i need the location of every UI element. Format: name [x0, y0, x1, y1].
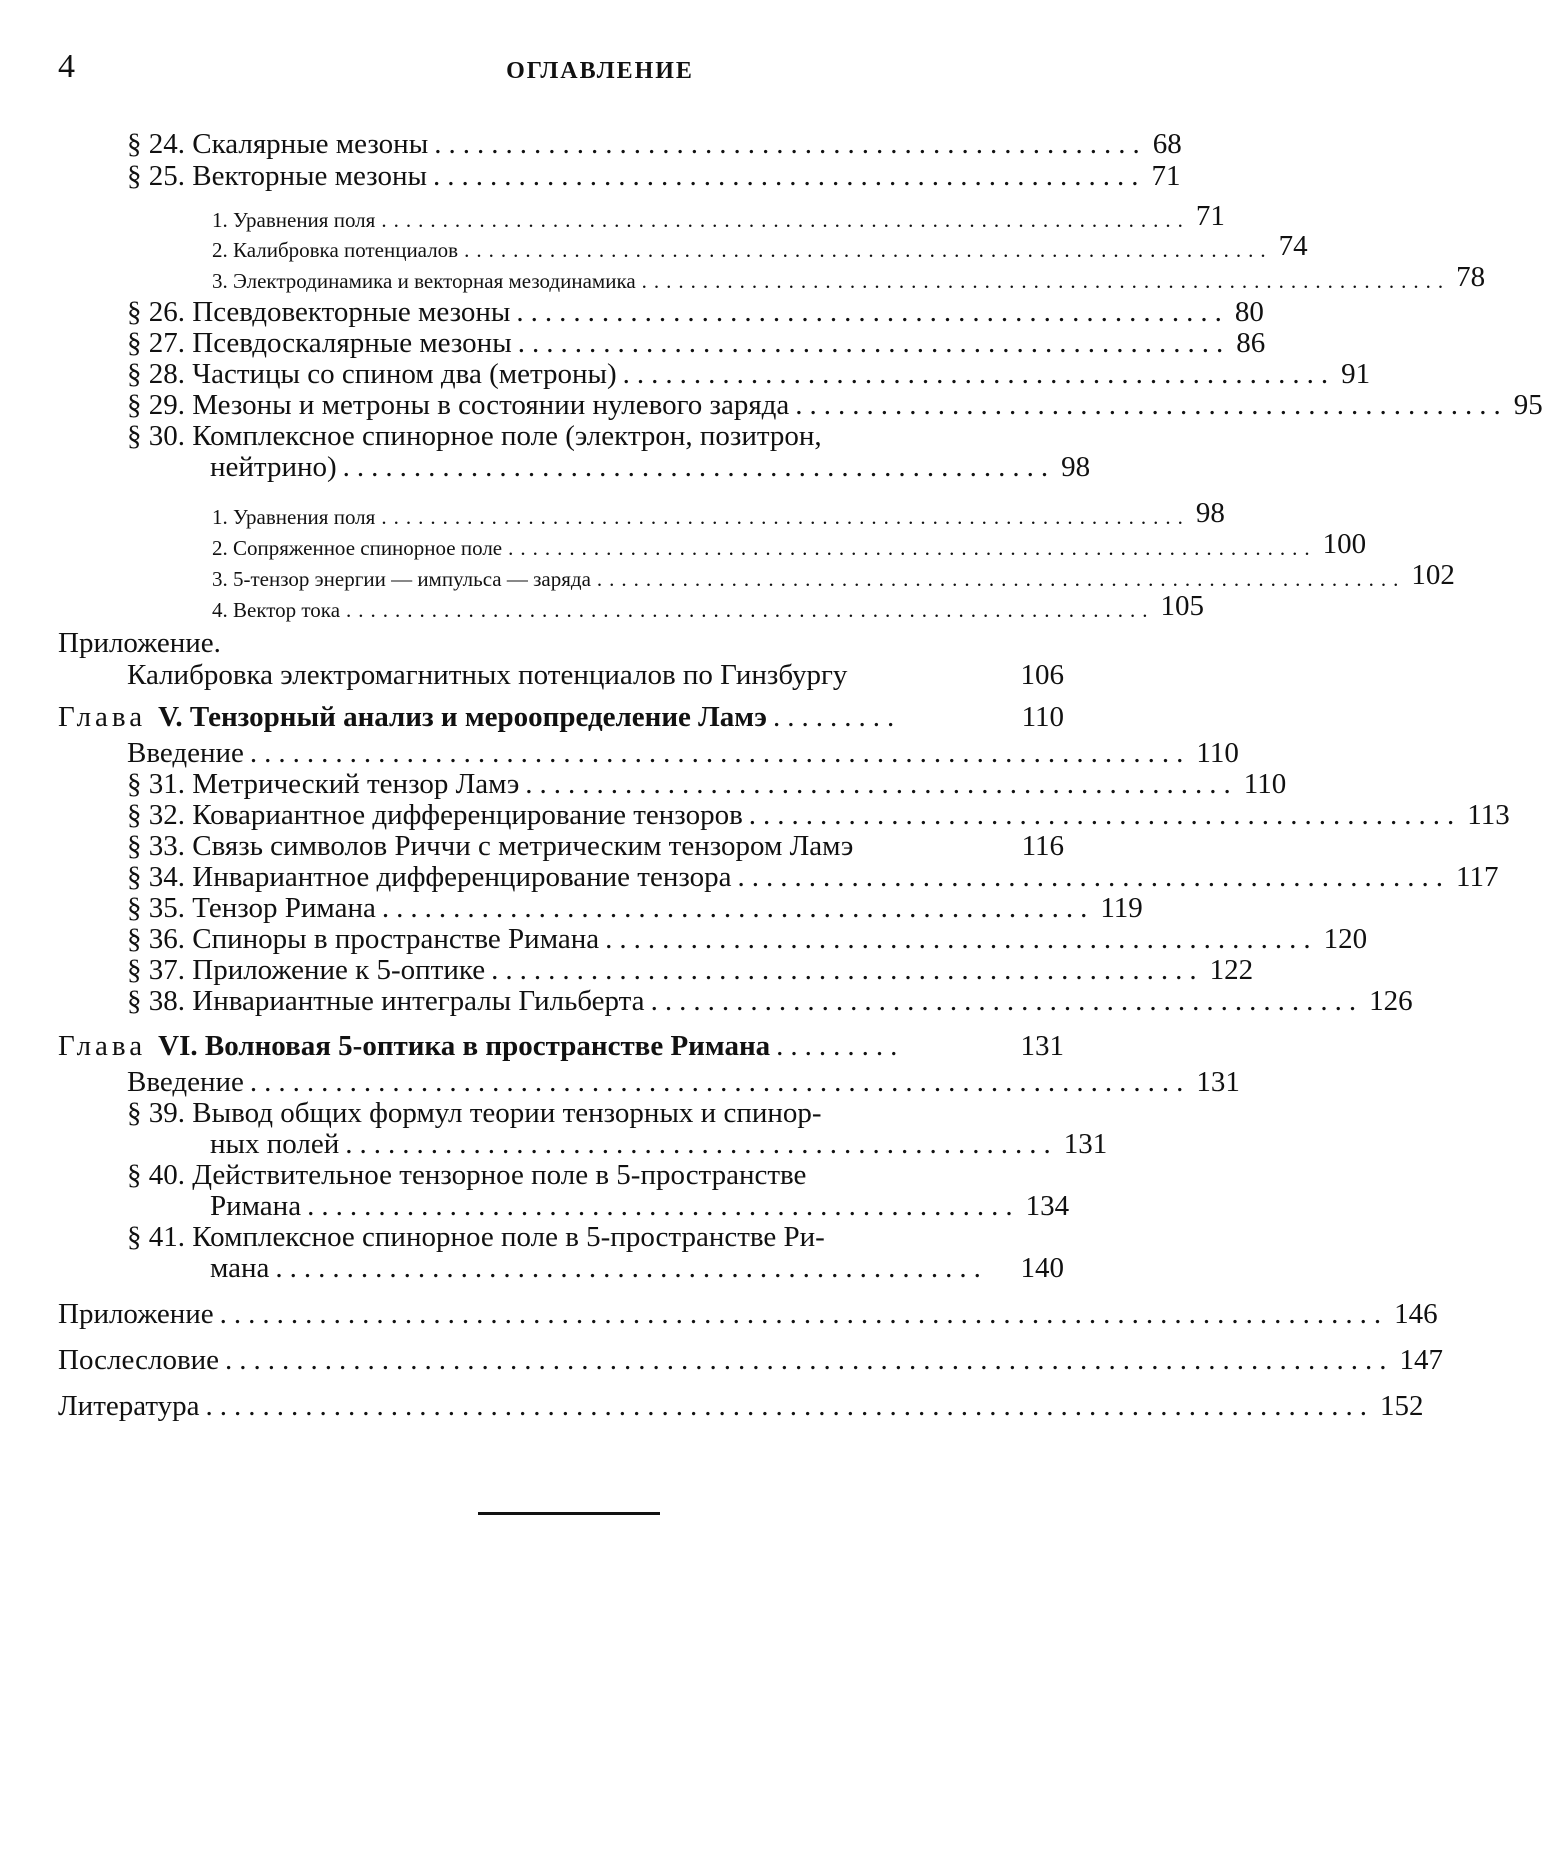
leader-dots: .................................................................. — [381, 208, 1190, 233]
leader-dots: .................................................................................. — [206, 1390, 1375, 1423]
chapter-prefix: Глава — [58, 1030, 146, 1063]
toc-entry-s28[interactable] — [127, 358, 1064, 391]
entry-title: Римана — [210, 1190, 301, 1223]
toc-entry-s32[interactable] — [127, 799, 1064, 832]
toc-chapter-6[interactable] — [58, 1030, 1064, 1063]
entry-title: § 35. Тензор Римана — [127, 892, 376, 925]
toc-entry-afterword[interactable] — [58, 1344, 1064, 1377]
entry-page: 120 — [1324, 923, 1368, 956]
toc-entry-s35[interactable] — [127, 892, 1064, 925]
toc-entry-appendix[interactable] — [58, 1298, 1064, 1331]
entry-title: 2. Калибровка потенциалов — [212, 238, 458, 263]
entry-page: 106 — [1021, 659, 1065, 692]
entry-page: 131 — [1021, 1030, 1065, 1063]
entry-title: 1. Уравнения поля — [212, 505, 375, 530]
toc-subentry-s25-3[interactable] — [212, 261, 1064, 294]
entry-title: § 32. Ковариантное дифференцирование тензоров — [127, 799, 743, 832]
page-number: 4 — [58, 48, 75, 86]
leader-dots: .................................................. — [275, 1252, 1014, 1285]
entry-title: 2. Сопряженное спинорное поле — [212, 536, 502, 561]
chapter-prefix: Глава — [58, 701, 146, 734]
toc-subentry-s30-4[interactable] — [212, 590, 1064, 623]
entry-title: Послесловие — [58, 1344, 219, 1377]
toc-entry-s30-line1[interactable]: § 30. Комплексное спинорное поле (электрон, позитрон, — [127, 420, 822, 453]
toc-entry-s38[interactable] — [127, 985, 1064, 1018]
entry-page: 110 — [1244, 768, 1286, 801]
entry-page: 102 — [1411, 559, 1455, 592]
leader-dots: .................................................. — [491, 954, 1204, 987]
leader-dots: .................................................................. — [508, 536, 1317, 561]
toc-subentry-s25-1[interactable] — [212, 200, 1064, 233]
entry-page: 110 — [1196, 737, 1238, 770]
toc-entry-appendix-ginzburg[interactable] — [127, 659, 1064, 692]
entry-page: 131 — [1064, 1128, 1108, 1161]
entry-page: 119 — [1100, 892, 1142, 925]
leader-dots: .................................................. — [307, 1190, 1020, 1223]
entry-title: § 26. Псевдовекторные мезоны — [127, 296, 510, 329]
entry-page: 78 — [1456, 261, 1485, 294]
toc-entry-s40-line1[interactable]: § 40. Действительное тензорное поле в 5-пространстве — [127, 1159, 806, 1192]
entry-title: нейтрино) — [210, 451, 337, 484]
toc-entry-s40[interactable] — [210, 1190, 1064, 1223]
closing-rule — [478, 1512, 660, 1515]
toc-entry-s36[interactable] — [127, 923, 1064, 956]
entry-title: § 28. Частицы со спином два (метроны) — [127, 358, 617, 391]
leader-dots: .................................................. — [605, 923, 1318, 956]
leader-dots: .................................................. — [516, 296, 1229, 329]
toc-subentry-s30-2[interactable] — [212, 528, 1064, 561]
toc-entry-s26[interactable] — [127, 296, 1064, 329]
entry-page: 146 — [1394, 1298, 1438, 1331]
entry-page: 105 — [1161, 590, 1205, 623]
entry-title: 3. Электродинамика и векторная мезодинамика — [212, 269, 636, 294]
leader-dots: .................................................. — [518, 327, 1231, 360]
leader-dots: .................................................. — [343, 451, 1056, 484]
appendix-label: Приложение. — [58, 627, 221, 660]
toc-entry-s41-line1[interactable]: § 41. Комплексное спинорное поле в 5-пространстве Ри- — [127, 1221, 825, 1254]
toc-entry-ch6-intro[interactable] — [127, 1066, 1064, 1099]
toc-entry-literature[interactable] — [58, 1390, 1064, 1423]
leader-dots: .................................................................................. — [220, 1298, 1389, 1331]
toc-subentry-s25-2[interactable] — [212, 230, 1064, 263]
toc-entry-s31[interactable] — [127, 768, 1064, 801]
entry-title: § 24. Скалярные мезоны — [127, 128, 428, 161]
leader-dots: .................................................................. — [381, 505, 1190, 530]
leader-dots: .................................................................. — [250, 737, 1191, 770]
entry-page: 95 — [1514, 389, 1543, 422]
entry-page: 68 — [1153, 128, 1182, 161]
entry-page: 140 — [1021, 1252, 1065, 1285]
toc-entry-s24[interactable] — [127, 128, 1064, 161]
leader-dots: .................................................. — [623, 358, 1336, 391]
toc-entry-s41[interactable] — [210, 1252, 1064, 1285]
leader-dots: .................................................. — [525, 768, 1238, 801]
leader-dots: .................................................. — [651, 985, 1364, 1018]
entry-page: 74 — [1279, 230, 1308, 263]
leader-dots: ......... — [773, 701, 1016, 734]
entry-title: § 36. Спиноры в пространстве Римана — [127, 923, 599, 956]
toc-entry-s27[interactable] — [127, 327, 1064, 360]
entry-page: 91 — [1341, 358, 1370, 391]
entry-title: 3. 5-тензор энергии — импульса — заряда — [212, 567, 591, 592]
toc-entry-s39-line1[interactable]: § 39. Вывод общих формул теории тензорных и спинор- — [127, 1097, 822, 1130]
entry-page: 71 — [1151, 160, 1180, 193]
entry-page: 98 — [1196, 497, 1225, 530]
entry-title: § 34. Инвариантное дифференцирование тензора — [127, 861, 732, 894]
toc-entry-ch5-intro[interactable] — [127, 737, 1064, 770]
entry-title: Калибровка электромагнитных потенциалов по Гинзбургу — [127, 659, 847, 692]
chapter-title: V. Тензорный анализ и мероопределение Ламэ — [158, 701, 767, 734]
leader-dots: .................................................. — [433, 160, 1146, 193]
leader-dots: .................................................. — [382, 892, 1095, 925]
toc-entry-s39[interactable] — [210, 1128, 1064, 1161]
toc-chapter-5[interactable] — [58, 701, 1064, 734]
entry-title: § 29. Мезоны и метроны в состоянии нулевого заряда — [127, 389, 789, 422]
running-head: ОГЛАВЛЕНИЕ — [0, 58, 1200, 85]
toc-entry-s33[interactable] — [127, 830, 1064, 863]
leader-dots: ......... — [776, 1030, 1014, 1063]
entry-title: § 33. Связь символов Риччи с метрическим тензором Ламэ — [127, 830, 853, 863]
entry-page: 122 — [1210, 954, 1254, 987]
entry-title: Введение — [127, 1066, 244, 1099]
entry-page: 86 — [1236, 327, 1265, 360]
leader-dots: .................................................................. — [250, 1066, 1191, 1099]
toc-entry-s30[interactable] — [210, 451, 1064, 484]
entry-title: ных полей — [210, 1128, 339, 1161]
leader-dots: .................................................. — [738, 861, 1451, 894]
toc-subentry-s30-3[interactable] — [212, 559, 1064, 592]
entry-title: § 27. Псевдоскалярные мезоны — [127, 327, 512, 360]
toc-entry-s34[interactable] — [127, 861, 1064, 894]
entry-title: 4. Вектор тока — [212, 598, 340, 623]
leader-dots: .................................................................................. — [225, 1344, 1394, 1377]
leader-dots: .................................................................. — [464, 238, 1273, 263]
toc-entry-s29[interactable] — [127, 389, 1064, 422]
leader-dots: .................................................................. — [346, 598, 1155, 623]
chapter-title: VI. Волновая 5-оптика в пространстве Римана — [158, 1030, 770, 1063]
entry-page: 134 — [1026, 1190, 1070, 1223]
entry-title: § 37. Приложение к 5-оптике — [127, 954, 485, 987]
entry-title: Приложение — [58, 1298, 214, 1331]
entry-page: 100 — [1323, 528, 1367, 561]
entry-title: § 25. Векторные мезоны — [127, 160, 427, 193]
entry-page: 116 — [1022, 830, 1064, 863]
leader-dots: .................................................. — [434, 128, 1147, 161]
entry-title: Введение — [127, 737, 244, 770]
toc-entry-s25[interactable] — [127, 160, 1064, 193]
entry-page: 131 — [1196, 1066, 1240, 1099]
entry-page: 126 — [1369, 985, 1413, 1018]
entry-page: 71 — [1196, 200, 1225, 233]
entry-title: 1. Уравнения поля — [212, 208, 375, 233]
leader-dots: .................................................. — [749, 799, 1462, 832]
entry-page: 113 — [1467, 799, 1509, 832]
toc-entry-s37[interactable] — [127, 954, 1064, 987]
entry-title: § 31. Метрический тензор Ламэ — [127, 768, 519, 801]
entry-title: Литература — [58, 1390, 200, 1423]
entry-page: 98 — [1061, 451, 1090, 484]
entry-title: § 38. Инвариантные интегралы Гильберта — [127, 985, 645, 1018]
entry-title: мана — [210, 1252, 269, 1285]
leader-dots: .................................................................. — [597, 567, 1406, 592]
entry-page: 117 — [1456, 861, 1498, 894]
entry-page: 80 — [1235, 296, 1264, 329]
entry-page: 110 — [1022, 701, 1064, 734]
toc-subentry-s30-1[interactable] — [212, 497, 1064, 530]
leader-dots: .................................................................. — [642, 269, 1451, 294]
leader-dots: .................................................. — [795, 389, 1508, 422]
leader-dots: .................................................. — [345, 1128, 1058, 1161]
entry-page: 152 — [1380, 1390, 1424, 1423]
entry-page: 147 — [1400, 1344, 1444, 1377]
